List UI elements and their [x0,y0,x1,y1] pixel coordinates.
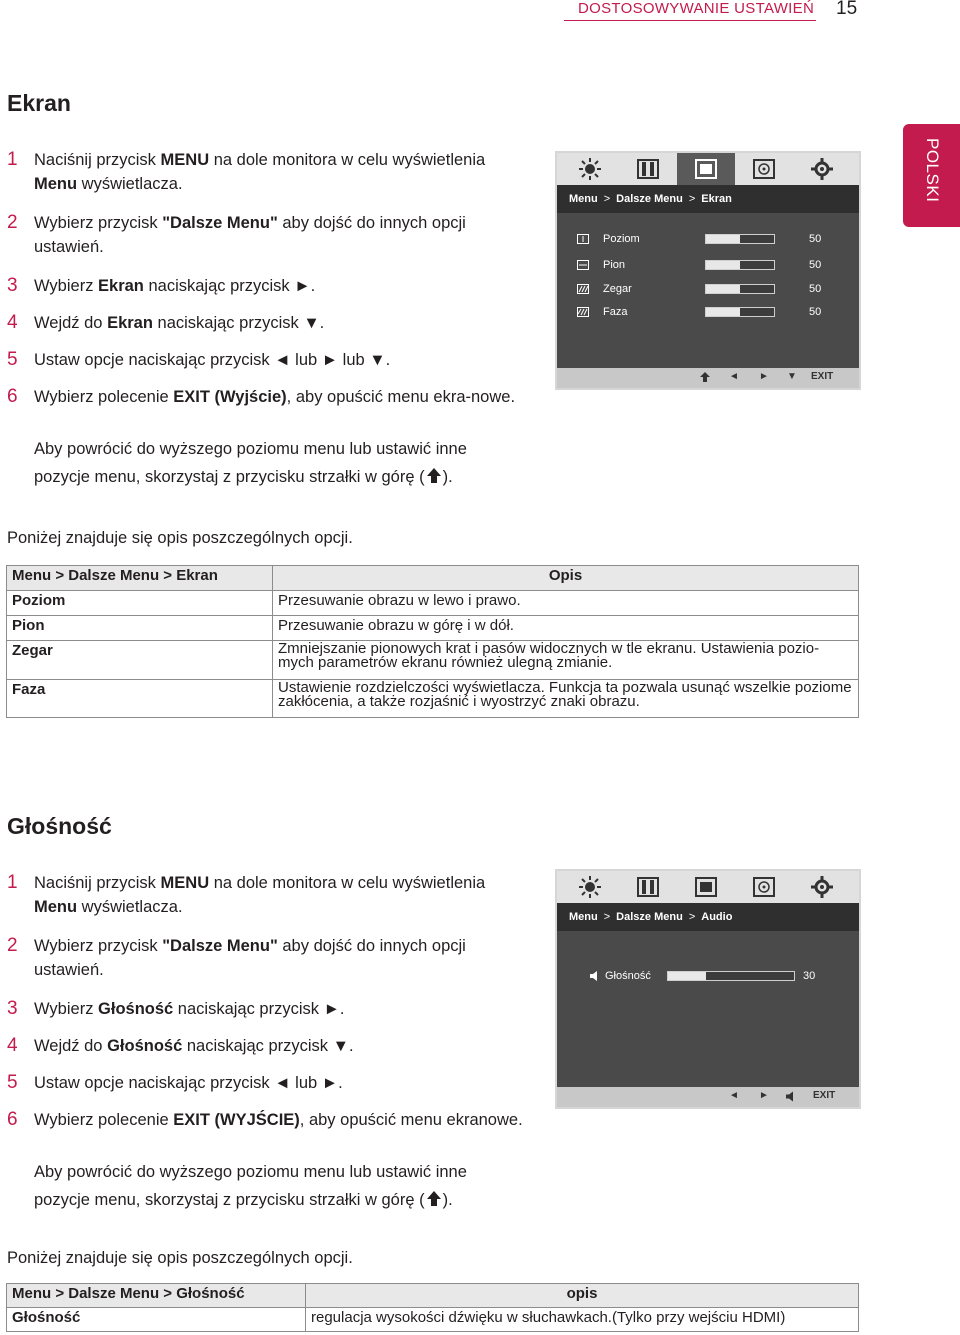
table-key-cell: Pion [7,616,273,641]
osd-exit-button[interactable]: EXIT [811,371,834,382]
table-key-cell: Poziom [7,591,273,616]
step-1 [7,148,527,196]
osd-row-zegar[interactable] [577,283,857,297]
header-rule [564,20,816,21]
osd-breadcrumb [557,903,859,931]
step-6-note [34,1158,524,1214]
up-arrow-icon [425,1190,443,1208]
crumb-separator: > [688,193,696,205]
step-text: Wybierz polecenie EXIT (WYJŚCIE), aby opuścić menu ekranowe. [34,1111,523,1129]
step-number: 5 [7,349,18,370]
clock-pattern-icon [577,284,589,294]
section-heading-glosnosc: Głośność [7,813,112,839]
speaker-icon[interactable] [785,1091,797,1102]
osd-tab-display [677,153,735,185]
table-value-cell: Przesuwanie obrazu w górę i w dół. [273,616,859,641]
horizontal-position-icon [577,234,589,244]
osd-screen-ekran [555,151,861,390]
osd-slider[interactable] [705,284,775,294]
osd-tab-media [735,871,793,903]
table-value-cell: Ustawienie rozdzielczości wyświetlacza. Funkcja ta pozwala usunąć wszelkie poziome zakłócenia, a także rozjaśnić i wyostrzyć znaki obrazu. [273,680,859,718]
osd-tab-display [677,871,735,903]
osd-tab-picture [561,153,619,185]
crumb-item: Ekran [701,193,732,205]
down-arrow-icon[interactable]: ▼ [787,371,797,382]
note-line-1: Aby powrócić do wyższego poziomu menu lub ustawić inne [34,440,467,458]
step-number: 1 [7,872,18,893]
step-text: Naciśnij przycisk MENU na dole monitora w celu wyświetlenia Menu wyświetlacza. [34,151,486,193]
step-number: 6 [7,386,18,407]
gear-icon [810,875,834,899]
table-header-row [7,566,859,591]
left-arrow-icon[interactable]: ◄ [729,371,739,382]
table-row [7,641,859,680]
osd-row-label: Głośność [605,970,651,982]
note-text: ). [442,1191,453,1209]
osd-tab-settings [793,153,851,185]
osd-row-label: Faza [603,306,628,318]
osd-row-label: Zegar [603,283,632,295]
crumb-item: Audio [701,911,733,923]
step-2 [7,211,527,259]
osd-slider[interactable] [705,307,775,317]
osd-slider[interactable] [667,971,795,981]
step-number: 3 [7,998,18,1019]
crumb-item: Dalsze Menu [616,911,683,923]
osd-row-glosnosc[interactable] [589,970,859,984]
osd-button-bar [557,1087,859,1107]
right-arrow-icon[interactable]: ► [759,1090,769,1101]
section-heading-ekran: Ekran [7,90,71,116]
phase-pattern-icon [577,307,589,317]
step-text: Ustaw opcje naciskając przycisk ◄ lub ►. [34,1074,343,1092]
step-text: Wejdź do Ekran naciskając przycisk ▼. [34,314,325,332]
osd-row-label: Poziom [603,233,640,245]
note-text: ). [442,468,453,486]
step-5 [7,1071,527,1095]
step-text: Wybierz Głośność naciskając przycisk ►. [34,1000,345,1018]
up-arrow-icon[interactable] [699,371,711,383]
table-header-cell: Opis [273,566,859,591]
osd-slider-fill [706,261,740,269]
color-bars-icon [636,876,660,898]
table-row [7,1308,859,1332]
step-number: 4 [7,312,18,333]
step-4 [7,311,527,335]
crumb-item: Menu [569,911,598,923]
table-value-cell: Przesuwanie obrazu w lewo i prawo. [273,591,859,616]
step-6 [7,385,527,433]
step-number: 5 [7,1072,18,1093]
note-line-1: Aby powrócić do wyższego poziomu menu lub ustawić inne [34,1163,467,1181]
osd-slider-fill [706,235,740,243]
speaker-icon [589,971,601,981]
step-text: Naciśnij przycisk MENU na dole monitora w celu wyświetlenia Menu wyświetlacza. [34,874,486,916]
crumb-separator: > [688,911,696,923]
osd-row-pion[interactable] [577,259,857,273]
osd-row-value: 50 [809,233,822,245]
osd-slider-fill [706,308,740,316]
osd-tab-settings [793,871,851,903]
step-2 [7,934,527,982]
step-5 [7,348,527,372]
table-key-cell: Faza [7,680,273,718]
osd-tab-strip [557,153,859,185]
step-text: Wybierz przycisk "Dalsze Menu" aby dojść do innych opcji ustawień. [34,214,466,256]
step-4 [7,1034,527,1058]
crumb-separator: > [603,193,611,205]
osd-slider-fill [668,972,706,980]
language-tab [903,124,960,227]
note-text: pozycje menu, skorzystaj z przycisku strzałki w górę ( [34,468,425,486]
table-header-cell: opis [306,1284,859,1308]
color-bars-icon [636,158,660,180]
osd-exit-button[interactable]: EXIT [813,1090,836,1101]
table-value-cell: Zmniejszanie pionowych krat i pasów widocznych w tle ekranu. Ustawienia pozio-mych parametrów ekranu również ulegną zmianie. [273,641,859,680]
step-number: 3 [7,275,18,296]
osd-row-value: 50 [809,283,822,295]
step-text: Wybierz Ekran naciskając przycisk ►. [34,277,316,295]
table-row [7,591,859,616]
step-number: 2 [7,935,18,956]
sun-icon [578,875,602,899]
crumb-separator: > [603,911,611,923]
osd-row-faza[interactable] [577,306,857,320]
crumb-item: Menu [569,193,598,205]
osd-row-value: 30 [803,970,816,982]
page-number: 15 [836,0,858,19]
step-3 [7,274,527,298]
osd-breadcrumb [557,185,859,213]
vertical-position-icon [577,260,589,270]
osd-tab-media [735,153,793,185]
up-arrow-icon [425,467,443,485]
options-intro: Poniżej znajduje się opis poszczególnych opcji. [7,1249,353,1267]
step-number: 1 [7,149,18,170]
osd-slider-fill [706,285,740,293]
osd-slider[interactable] [705,260,775,270]
sun-icon [578,157,602,181]
osd-row-value: 50 [809,259,822,271]
step-3 [7,997,527,1021]
options-table-ekran [6,565,859,718]
table-header-cell: Menu > Dalsze Menu > Ekran [7,566,273,591]
gear-icon [810,157,834,181]
step-text: Wybierz polecenie EXIT (Wyjście), aby opuścić menu ekra-nowe. [34,388,516,406]
table-header-cell: Menu > Dalsze Menu > Głośność [7,1284,306,1308]
note-line-2 [34,1186,524,1214]
osd-button-bar [557,368,859,388]
language-label: POLSKI [923,138,942,203]
step-text: Ustaw opcje naciskając przycisk ◄ lub ► lub ▼. [34,351,391,369]
step-number: 2 [7,212,18,233]
table-key-cell: Głośność [7,1308,306,1332]
osd-tab-strip [557,871,859,903]
step-6-note [34,435,524,491]
display-icon [694,158,718,180]
table-key-cell: Zegar [7,641,273,680]
options-table-glosnosc [6,1283,859,1332]
disc-icon [752,876,776,898]
step-number: 4 [7,1035,18,1056]
table-row [7,680,859,718]
table-row [7,616,859,641]
step-text: Wejdź do Głośność naciskając przycisk ▼. [34,1037,354,1055]
disc-icon [752,158,776,180]
osd-row-label: Pion [603,259,626,271]
step-1 [7,871,527,919]
osd-tab-color [619,871,677,903]
left-arrow-icon[interactable]: ◄ [729,1090,739,1101]
note-line-2 [34,463,524,491]
right-arrow-icon[interactable]: ► [759,371,769,382]
table-header-row [7,1284,859,1308]
page-header-title: DOSTOSOWYWANIE USTAWIEŃ [578,0,815,17]
table-value-cell: regulacja wysokości dźwięku w słuchawkach.(Tylko przy wejściu HDMI) [306,1308,859,1332]
display-icon [694,876,718,898]
osd-tab-color [619,153,677,185]
crumb-item: Dalsze Menu [616,193,683,205]
step-number: 6 [7,1109,18,1130]
step-text: Wybierz przycisk "Dalsze Menu" aby dojść do innych opcji ustawień. [34,937,466,979]
osd-tab-picture [561,871,619,903]
options-intro: Poniżej znajduje się opis poszczególnych opcji. [7,529,353,547]
step-6 [7,1108,527,1156]
osd-screen-audio [555,869,861,1109]
osd-row-poziom[interactable] [577,233,857,247]
osd-row-value: 50 [809,306,822,318]
osd-slider[interactable] [705,234,775,244]
note-text: pozycje menu, skorzystaj z przycisku strzałki w górę ( [34,1191,425,1209]
